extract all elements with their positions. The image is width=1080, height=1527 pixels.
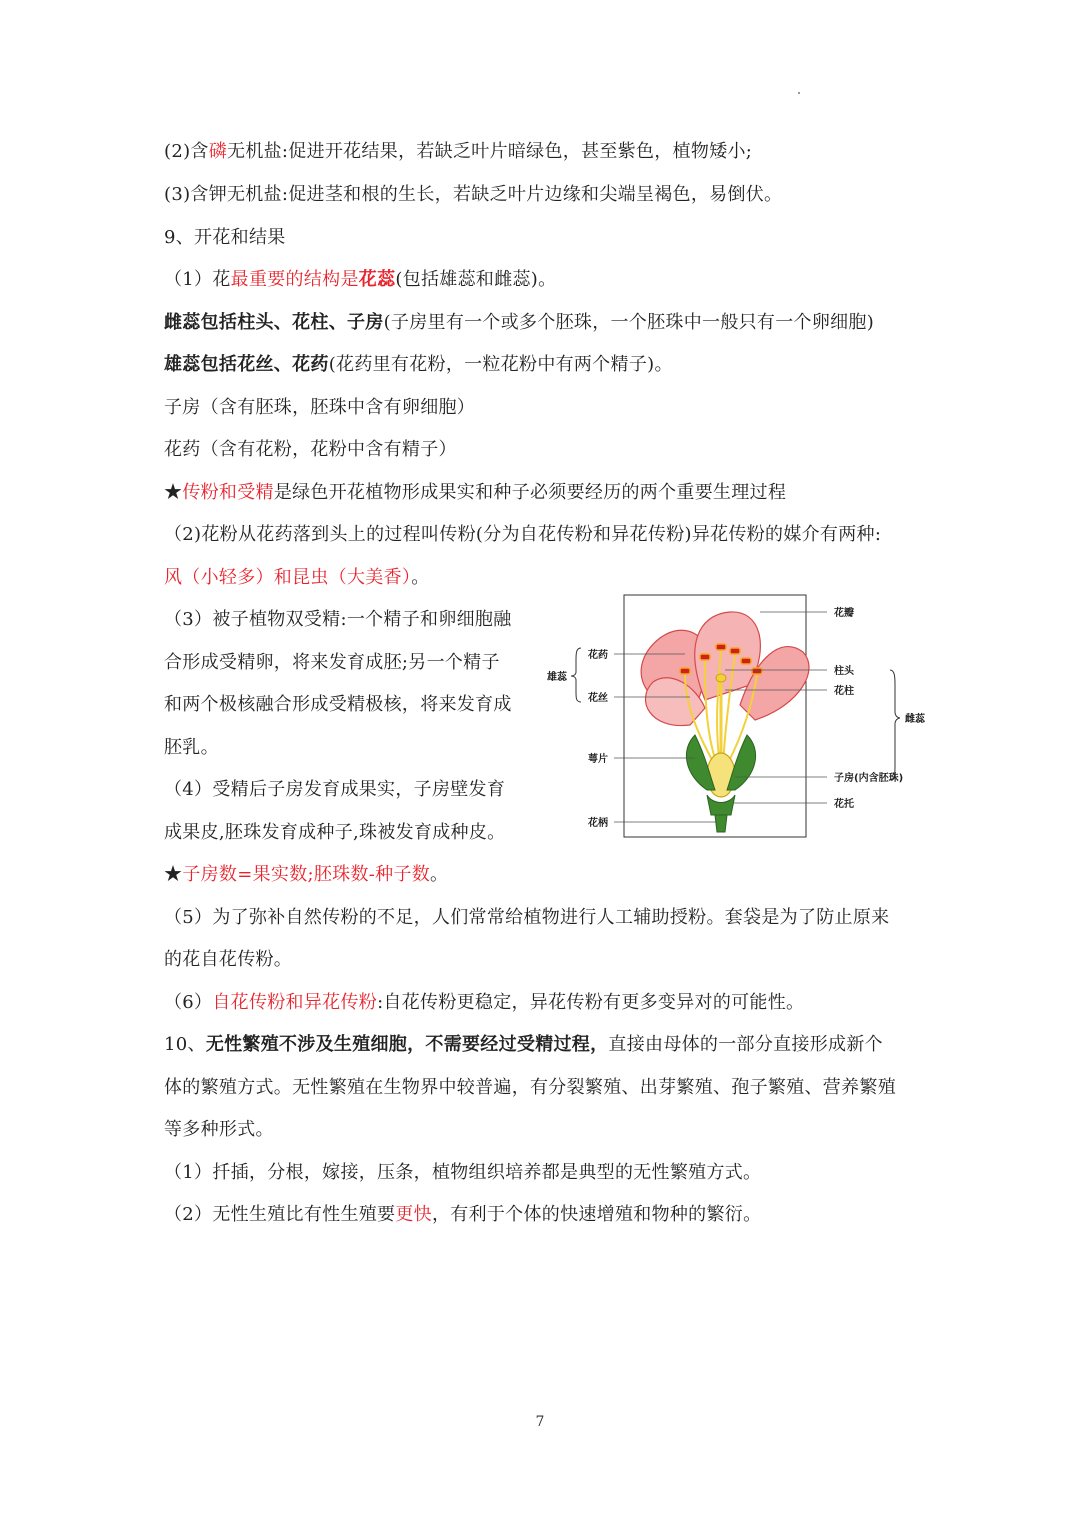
label-huaban: 花瓣 xyxy=(834,608,854,619)
text-line-self-cross xyxy=(164,991,804,1015)
text-line-asexual-3: 等多种形式。 xyxy=(164,1119,274,1140)
label-zifang: 子房(内含胚珠) xyxy=(834,773,904,784)
text-line-phosphorus xyxy=(164,140,752,164)
highlight-text: 花蕊 xyxy=(358,269,396,290)
flower-structure-diagram xyxy=(545,590,925,840)
text-span: :自花传粉更稳定，异花传粉有更多变异对的可能性。 xyxy=(377,992,805,1013)
text-span: （6） xyxy=(164,992,213,1013)
bold-text: 无性繁殖不涉及生殖细胞，不需要经过受精过程， xyxy=(205,1034,609,1055)
highlight-text: 子房数=果实数;胚珠数-种子数 xyxy=(182,864,431,885)
page-number: 7 xyxy=(535,1414,545,1430)
text-line-asexual-2: 体的繁殖方式。无性繁殖在生物界中较普遍，有分裂繁殖、出芽繁殖、孢子繁殖、营养繁殖 xyxy=(164,1077,896,1098)
text-line-artificial-pollination-2: 的花自花传粉。 xyxy=(164,949,293,970)
text-span: (包括雄蕊和雌蕊)。 xyxy=(395,269,557,290)
highlight-text: 磷 xyxy=(208,141,228,162)
text-span: (子房里有一个或多个胚珠，一个胚珠中一般只有一个卵细胞) xyxy=(383,312,875,333)
text-line-pollination-media xyxy=(164,566,430,590)
text-line-double-fertilization-1: （3）被子植物双受精:一个精子和卵细胞融 xyxy=(164,609,512,630)
text-span: （2）无性生殖比有性生殖要 xyxy=(164,1204,396,1225)
label-huayao: 花药 xyxy=(588,650,608,661)
text-line-asexual-1 xyxy=(164,1033,883,1057)
text-line-double-fertilization-2: 合形成受精卵，将来发育成胚;另一个精子 xyxy=(164,652,500,673)
text-line-pistil xyxy=(164,311,874,335)
text-line-asexual-methods: （1）扦插，分根，嫁接，压条，植物组织培养都是典型的无性繁殖方式。 xyxy=(164,1162,762,1183)
text-line-fruit-2: 成果皮,胚珠发育成种子,珠被发育成种皮。 xyxy=(164,822,506,843)
section-heading-flowering: 9、开花和结果 xyxy=(164,227,286,248)
highlight-text: 风（小轻多）和昆虫（大美香） xyxy=(164,567,412,588)
text-line-pollination-key xyxy=(164,481,786,505)
highlight-text: 自花传粉和异花传粉 xyxy=(212,992,378,1013)
highlight-text: 更快 xyxy=(395,1204,432,1225)
text-line-count-key xyxy=(164,863,448,887)
text-line-pollination: （2)花粉从花药落到头上的过程叫传粉(分为自花传粉和异花传粉)异花传粉的媒介有两种: xyxy=(164,524,882,545)
text-span: (2)含 xyxy=(164,141,209,162)
text-span: 。 xyxy=(411,567,430,588)
text-span: (花药里有花粉，一粒花粉中有两个精子)。 xyxy=(328,354,673,375)
text-line-ovary: 子房（含有胚珠，胚珠中含有卵细胞） xyxy=(164,397,476,418)
label-cirui: 雌蕊 xyxy=(905,714,925,725)
label-zhutou: 柱头 xyxy=(834,666,854,677)
text-line-double-fertilization-4: 胚乳。 xyxy=(164,737,219,758)
text-span: 。 xyxy=(430,864,449,885)
text-line-asexual-speed xyxy=(164,1203,761,1227)
highlight-text: 最重要的结构是 xyxy=(230,269,359,290)
text-span: 直接由母体的一部分直接形成新个 xyxy=(608,1034,883,1055)
text-line-double-fertilization-3: 和两个极核融合形成受精极核，将来发育成 xyxy=(164,694,512,715)
text-line-artificial-pollination-1: （5）为了弥补自然传粉的不足，人们常常给植物进行人工辅助授粉。套袋是为了防止原来 xyxy=(164,907,890,928)
label-eping: 萼片 xyxy=(588,754,608,765)
label-xiongrui: 雄蕊 xyxy=(547,672,567,683)
text-span: 是绿色开花植物形成果实和种子必须要经历的两个重要生理过程 xyxy=(273,482,787,503)
star-icon: ★ xyxy=(164,864,183,885)
label-huazhu: 花柱 xyxy=(834,686,854,697)
text-line-fruit-1: （4）受精后子房发育成果实，子房壁发育 xyxy=(164,779,506,800)
label-huabing: 花柄 xyxy=(588,818,608,829)
star-icon: ★ xyxy=(164,482,183,503)
text-span: 10、 xyxy=(164,1034,206,1055)
label-huasi: 花丝 xyxy=(588,693,608,704)
label-huatuo: 花托 xyxy=(834,799,854,810)
highlight-text: 传粉和受精 xyxy=(182,482,274,503)
bold-text: 雄蕊包括花丝、花药 xyxy=(164,354,329,375)
pistil-brace xyxy=(890,670,900,780)
corner-mark xyxy=(798,92,800,94)
text-line-stamen xyxy=(164,353,673,377)
bold-text: 雌蕊包括柱头、花柱、子房 xyxy=(164,312,384,333)
text-span: 无机盐:促进开花结果，若缺乏叶片暗绿色，甚至紫色，植物矮小; xyxy=(227,141,753,162)
text-span: ，有利于个体的快速增殖和物种的繁衍。 xyxy=(431,1204,762,1225)
text-line-flower-structure xyxy=(164,268,556,292)
text-line-anther: 花药（含有花粉，花粉中含有精子） xyxy=(164,439,457,460)
text-line-potassium: (3)含钾无机盐:促进茎和根的生长，若缺乏叶片边缘和尖端呈褐色，易倒伏。 xyxy=(164,184,783,205)
stamen-brace xyxy=(571,648,581,702)
text-span: （1）花 xyxy=(164,269,231,290)
